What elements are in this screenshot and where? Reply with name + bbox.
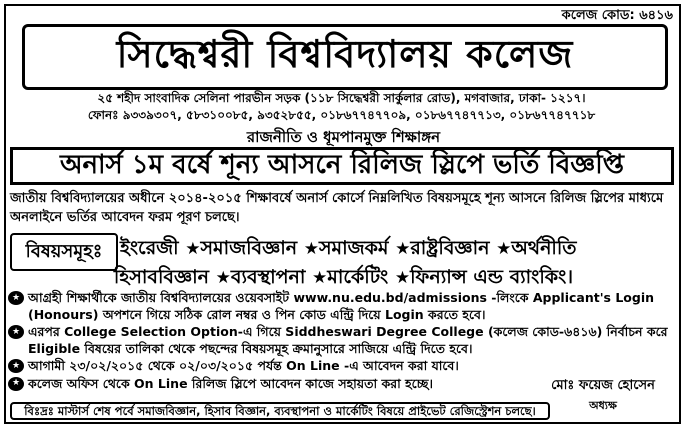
subject-item: ফিন্যান্স এন্ড ব্যাংকিং।	[410, 266, 574, 288]
star-icon: ★	[8, 359, 24, 373]
subject-item: মার্কেটিং	[327, 266, 389, 288]
instruction-text: আগামী ২৩/০২/২০১৫ থেকে ০২/০৩/২০১৫ পর্যন্ত On Line -এ আবেদন করা যাবে।	[28, 358, 459, 373]
subject-item: সমাজকর্ম	[319, 237, 389, 259]
instruction-text: এরপর College Selection Option-এ গিয়ে Siddheswari Degree College (কলেজ কোড-৬৪১৬) নির্বাচন করে Eligible বিষয়ের তালিকা থেকে পছন্দের বিষয়সমূহ ক্রমানুসারে সাজিয়ে এন্ট্রি দিতে হবে।	[28, 324, 668, 356]
slogan: রাজনীতি ও ধূমপানমুক্ত শিক্ষাঙ্গন	[246, 128, 441, 146]
instruction-text: আগ্রহী শিক্ষার্থীকে জাতীয় বিশ্ববিদ্যালয়ের ওয়েবসাইট www.nu.edu.bd/admissions -লিংকে Applicant's Login (Honours) অপশনে গিয়ে সঠিক রোল নম্বর ও পিন কোড এন্ট্রি দিয়ে Login করতে হবে।	[28, 290, 655, 322]
subject-item: ব্যবস্থাপনা	[230, 266, 306, 288]
college-code: কলেজ কোড: ৬৪১৬	[561, 8, 673, 23]
subject-item: সমাজবিজ্ঞান	[200, 237, 298, 259]
star-icon: ★	[215, 268, 231, 288]
star-icon: ★	[8, 325, 24, 339]
instruction-item	[8, 376, 528, 393]
principal-name: মোঃ ফয়েজ হোসেন	[551, 378, 655, 393]
subjects-row-1	[120, 234, 676, 266]
star-icon: ★	[312, 268, 328, 288]
instruction-item	[8, 358, 678, 375]
star-icon: ★	[8, 377, 24, 391]
college-title: সিদ্ধেশ্বরী বিশ্ববিদ্যালয় কলেজ	[22, 24, 668, 90]
phone-line: ফোনঃ ৯৩৩৯৩০৭, ৫৮৩১০০৮৫, ৯৩৫২৮৫৫, ০১৮৬৭৭৪৭৭০৯, ০১৮৬৭৭৪৭৭১৩, ০১৮৬৭৭৪৭৭১৮	[87, 108, 596, 122]
subject-item: ইংরেজী	[120, 237, 179, 259]
footer-note: বিঃদ্রঃ মাস্টার্স শেষ পর্বে সমাজবিজ্ঞান, হিসাব বিজ্ঞান, ব্যবস্থাপনা ও মার্কেটিং বিষয়ে প্রাইভেট রেজিস্ট্রেশন চলছে।	[10, 402, 550, 420]
star-icon: ★	[395, 239, 411, 259]
intro-text: জাতীয় বিশ্ববিদ্যালয়ের অধীনে ২০১৪-২০১৫ শিক্ষাবর্ষে অনার্স কোর্সে নিম্নলিখিত বিষয়সমূহে শূন্য আসনে রিলিজ স্লিপের মাধ্যমে অনলাইনে ভর্তির আবেদন ফরম পূরণ চলছে।	[10, 191, 664, 225]
star-icon: ★	[8, 291, 24, 305]
star-icon: ★	[496, 239, 512, 259]
subject-item: রাষ্ট্রবিজ্ঞান	[410, 237, 490, 259]
address-line: ২৫ শহীদ সাংবাদিক সেলিনা পারভীন সড়ক (১১৮ সিদ্ধেশ্বরী সার্কুলার রোড), মগবাজার, ঢাকা- ১২১৭।	[97, 91, 586, 105]
address-block	[14, 90, 669, 124]
subjects-label: বিষয়সমূহঃ	[10, 233, 118, 271]
principal-role: অধ্যক্ষ	[589, 399, 617, 412]
signature-block	[533, 376, 673, 416]
instruction-text: কলেজ অফিস থেকে On Line রিলিজ স্লিপে আবেদন কাজে সহায়তা করা হচ্ছে।	[28, 375, 433, 391]
instruction-item	[8, 324, 678, 357]
admission-banner: অনার্স ১ম বর্ষে শূন্য আসনে রিলিজ স্লিপে ভর্তি বিজ্ঞপ্তি	[10, 147, 674, 185]
subject-item: অর্থনীতি	[511, 237, 577, 259]
star-icon: ★	[303, 239, 319, 259]
subject-item: হিসাববিজ্ঞান	[113, 266, 210, 288]
star-icon: ★	[394, 268, 411, 288]
star-icon: ★	[185, 239, 201, 259]
instruction-item	[8, 290, 678, 323]
